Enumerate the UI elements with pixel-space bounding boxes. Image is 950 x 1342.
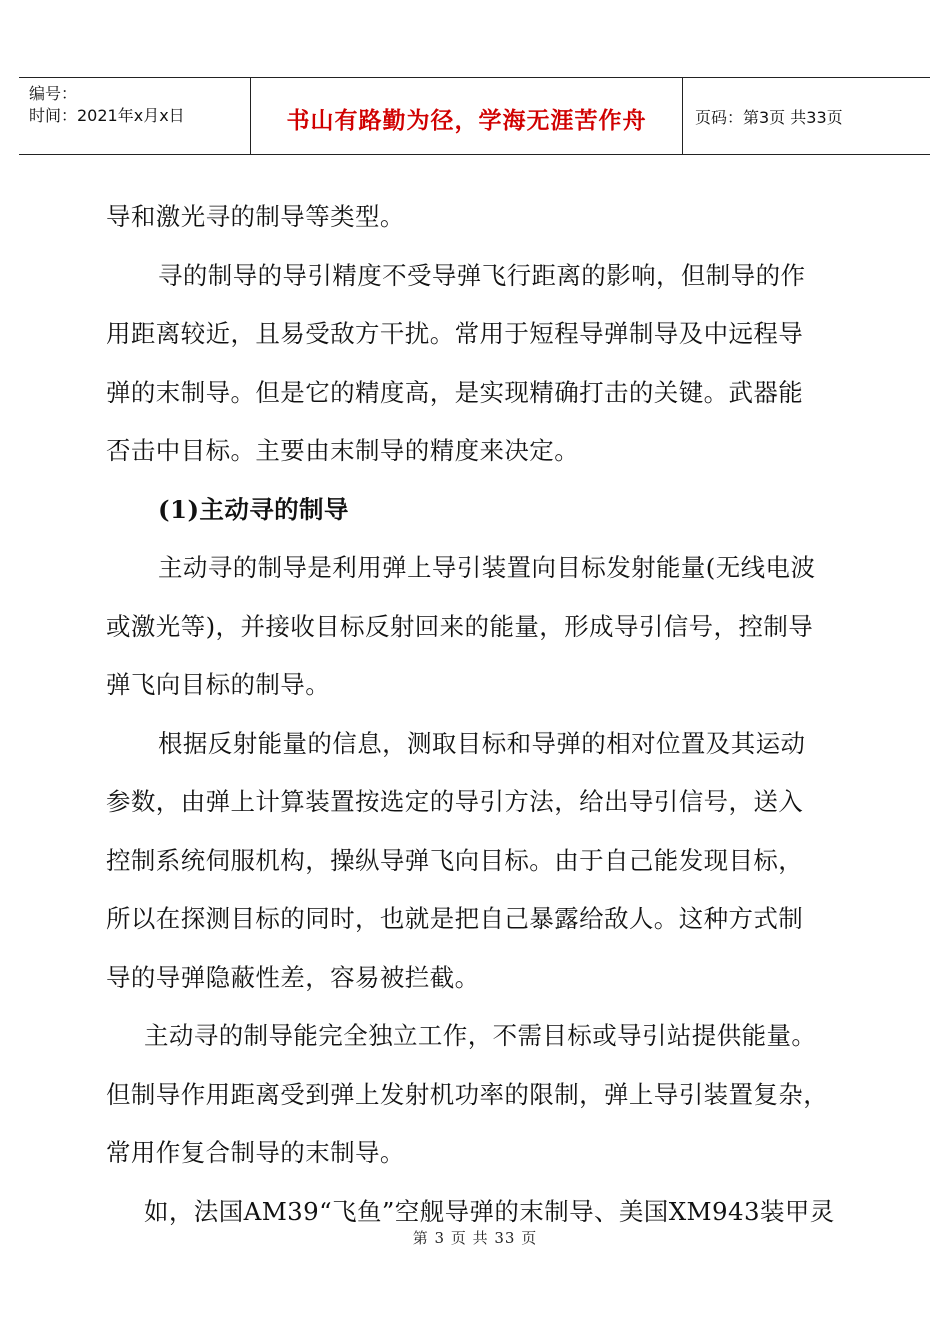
body-line: 弹飞向目标的制导。 [106, 670, 331, 699]
body-line: 如，法国AM39“飞鱼”空舰导弹的末制导、美国XM943装甲灵 [144, 1196, 835, 1226]
section-heading: (1)主动寻的制导 [158, 494, 349, 524]
body-line: 常用作复合制导的末制导。 [106, 1138, 405, 1167]
document-body [106, 188, 850, 1241]
body-line: 导和激光寻的制导等类型。 [106, 202, 405, 231]
body-line: 主动寻的制导能完全独立工作，不需目标或导引站提供能量。 [144, 1021, 817, 1050]
body-line: 用距离较近，且易受敌方干扰。常用于短程导弹制导及中远程导 [106, 319, 804, 348]
body-line: 所以在探测目标的同时，也就是把自己暴露给敌人。这种方式制 [106, 904, 804, 933]
body-line: 控制系统伺服机构，操纵导弹飞向目标。由于自己能发现目标， [106, 845, 804, 875]
body-line: 参数，由弹上计算装置按选定的导引方法，给出导引信号，送入 [106, 787, 804, 816]
body-line: 但制导作用距离受到弹上发射机功率的限制，弹上导引装置复杂， [106, 1079, 829, 1109]
body-line: 寻的制导的导引精度不受导弹飞行距离的影响，但制导的作 [158, 260, 806, 290]
body-line: 否击中目标。主要由末制导的精度来决定。 [106, 436, 580, 465]
body-line: 根据反射能量的信息，测取目标和导弹的相对位置及其运动 [158, 728, 806, 758]
document-time: 时间：2021年x月x日 [29, 106, 185, 125]
body-line: 弹的末制导。但是它的精度高，是实现精确打击的关键。武器能 [106, 377, 804, 407]
body-line: 主动寻的制导是利用弹上导引装置向目标发射能量(无线电波 [158, 553, 816, 582]
document-number: 编号： [29, 84, 78, 103]
page-header [19, 77, 930, 155]
body-line: 或激光等)，并接收目标反射回来的能量，形成导引信号，控制导 [106, 611, 814, 641]
body-line: 导的导弹隐蔽性差，容易被拦截。 [106, 962, 480, 992]
page-footer: 第 3 页 共 33 页 [412, 1229, 538, 1247]
header-page-info: 页码：第3页 共33页 [695, 107, 843, 127]
header-meta [19, 78, 251, 154]
header-slogan: 书山有路勤为径，学海无涯苦作舟 [251, 78, 683, 154]
